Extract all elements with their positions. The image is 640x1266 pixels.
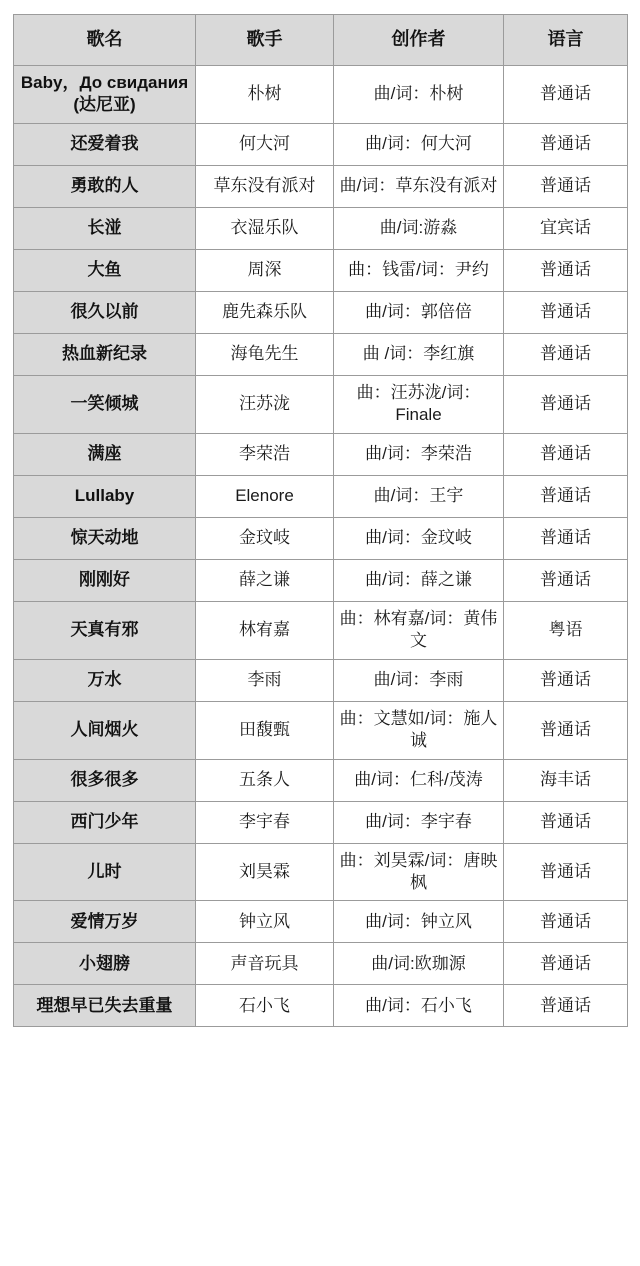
table-row xyxy=(14,165,628,207)
column-header-singer: 歌手 xyxy=(196,15,334,66)
cell-language: 普通话 xyxy=(504,333,628,375)
table-row xyxy=(14,333,628,375)
cell-creator: 曲/词：石小飞 xyxy=(334,985,504,1027)
cell-singer: 李雨 xyxy=(196,659,334,701)
table-row xyxy=(14,801,628,843)
table-row xyxy=(14,249,628,291)
cell-language: 普通话 xyxy=(504,375,628,433)
cell-singer: 李宇春 xyxy=(196,801,334,843)
cell-creator: 曲：钱雷/词：尹约 xyxy=(334,249,504,291)
table-header-row xyxy=(14,15,628,66)
cell-singer: 石小飞 xyxy=(196,985,334,1027)
table-row xyxy=(14,601,628,659)
cell-language: 普通话 xyxy=(504,659,628,701)
table-row xyxy=(14,291,628,333)
cell-language: 普通话 xyxy=(504,123,628,165)
table-row xyxy=(14,517,628,559)
table-row xyxy=(14,943,628,985)
cell-language: 普通话 xyxy=(504,433,628,475)
cell-language: 普通话 xyxy=(504,985,628,1027)
cell-creator: 曲/词：李荣浩 xyxy=(334,433,504,475)
cell-song-name: 还爱着我 xyxy=(14,123,196,165)
cell-creator: 曲/词：李宇春 xyxy=(334,801,504,843)
cell-singer: 五条人 xyxy=(196,759,334,801)
cell-singer: 李荣浩 xyxy=(196,433,334,475)
cell-song-name: 一笑倾城 xyxy=(14,375,196,433)
cell-language: 普通话 xyxy=(504,559,628,601)
cell-creator: 曲：刘昊霖/词：唐映枫 xyxy=(334,843,504,901)
cell-language: 普通话 xyxy=(504,249,628,291)
cell-song-name: 很多很多 xyxy=(14,759,196,801)
cell-song-name: 小翅膀 xyxy=(14,943,196,985)
cell-song-name: 满座 xyxy=(14,433,196,475)
cell-language: 普通话 xyxy=(504,517,628,559)
cell-creator: 曲/词:欧珈源 xyxy=(334,943,504,985)
cell-language: 普通话 xyxy=(504,801,628,843)
cell-creator: 曲/词：仁科/茂涛 xyxy=(334,759,504,801)
cell-song-name: 天真有邪 xyxy=(14,601,196,659)
cell-singer: 金玟岐 xyxy=(196,517,334,559)
cell-singer: 鹿先森乐队 xyxy=(196,291,334,333)
song-list-table xyxy=(13,14,628,1027)
cell-creator: 曲/词：李雨 xyxy=(334,659,504,701)
table-body xyxy=(14,66,628,1027)
cell-singer: 何大河 xyxy=(196,123,334,165)
cell-singer: 衣湿乐队 xyxy=(196,207,334,249)
cell-singer: 周深 xyxy=(196,249,334,291)
cell-singer: Elenore xyxy=(196,475,334,517)
cell-creator: 曲/词：钟立风 xyxy=(334,901,504,943)
cell-singer: 朴树 xyxy=(196,66,334,124)
cell-song-name: 万水 xyxy=(14,659,196,701)
table-head xyxy=(14,15,628,66)
cell-song-name: 大鱼 xyxy=(14,249,196,291)
cell-song-name: Lullaby xyxy=(14,475,196,517)
cell-language: 普通话 xyxy=(504,843,628,901)
cell-singer: 刘昊霖 xyxy=(196,843,334,901)
table-row xyxy=(14,66,628,124)
cell-creator: 曲/词：金玟岐 xyxy=(334,517,504,559)
cell-language: 普通话 xyxy=(504,943,628,985)
table-row xyxy=(14,475,628,517)
cell-song-name: 惊天动地 xyxy=(14,517,196,559)
cell-creator: 曲/词：郭倍倍 xyxy=(334,291,504,333)
cell-language: 海丰话 xyxy=(504,759,628,801)
table-row xyxy=(14,123,628,165)
cell-creator: 曲/词：草东没有派对 xyxy=(334,165,504,207)
column-header-song-name: 歌名 xyxy=(14,15,196,66)
cell-singer: 草东没有派对 xyxy=(196,165,334,207)
cell-song-name: 理想早已失去重量 xyxy=(14,985,196,1027)
cell-language: 普通话 xyxy=(504,66,628,124)
cell-song-name: 人间烟火 xyxy=(14,701,196,759)
cell-language: 普通话 xyxy=(504,165,628,207)
cell-song-name: 长湴 xyxy=(14,207,196,249)
table-row xyxy=(14,659,628,701)
cell-song-name: 勇敢的人 xyxy=(14,165,196,207)
table-row xyxy=(14,759,628,801)
cell-song-name: 爱情万岁 xyxy=(14,901,196,943)
cell-creator: 曲 /词：李红旗 xyxy=(334,333,504,375)
table-row xyxy=(14,843,628,901)
cell-creator: 曲/词：朴树 xyxy=(334,66,504,124)
cell-creator: 曲/词：何大河 xyxy=(334,123,504,165)
table-row xyxy=(14,207,628,249)
cell-creator: 曲：文慧如/词：施人诚 xyxy=(334,701,504,759)
cell-song-name: 刚刚好 xyxy=(14,559,196,601)
table-row xyxy=(14,433,628,475)
cell-song-name: Baby，До свидания (达尼亚) xyxy=(14,66,196,124)
cell-singer: 海龟先生 xyxy=(196,333,334,375)
column-header-language: 语言 xyxy=(504,15,628,66)
table-row xyxy=(14,985,628,1027)
cell-creator: 曲：林宥嘉/词：黄伟文 xyxy=(334,601,504,659)
cell-creator: 曲/词：薛之谦 xyxy=(334,559,504,601)
cell-creator: 曲/词:游淼 xyxy=(334,207,504,249)
table-row xyxy=(14,901,628,943)
cell-singer: 钟立风 xyxy=(196,901,334,943)
cell-language: 普通话 xyxy=(504,701,628,759)
cell-singer: 林宥嘉 xyxy=(196,601,334,659)
cell-singer: 汪苏泷 xyxy=(196,375,334,433)
cell-song-name: 热血新纪录 xyxy=(14,333,196,375)
cell-language: 普通话 xyxy=(504,291,628,333)
cell-language: 普通话 xyxy=(504,475,628,517)
column-header-creator: 创作者 xyxy=(334,15,504,66)
cell-singer: 薛之谦 xyxy=(196,559,334,601)
cell-language: 粤语 xyxy=(504,601,628,659)
cell-song-name: 很久以前 xyxy=(14,291,196,333)
cell-song-name: 西门少年 xyxy=(14,801,196,843)
table-row xyxy=(14,559,628,601)
table-row xyxy=(14,701,628,759)
cell-singer: 声音玩具 xyxy=(196,943,334,985)
cell-creator: 曲/词：王宇 xyxy=(334,475,504,517)
cell-singer: 田馥甄 xyxy=(196,701,334,759)
table-row xyxy=(14,375,628,433)
cell-language: 宜宾话 xyxy=(504,207,628,249)
cell-language: 普通话 xyxy=(504,901,628,943)
cell-song-name: 儿时 xyxy=(14,843,196,901)
cell-creator: 曲：汪苏泷/词：Finale xyxy=(334,375,504,433)
